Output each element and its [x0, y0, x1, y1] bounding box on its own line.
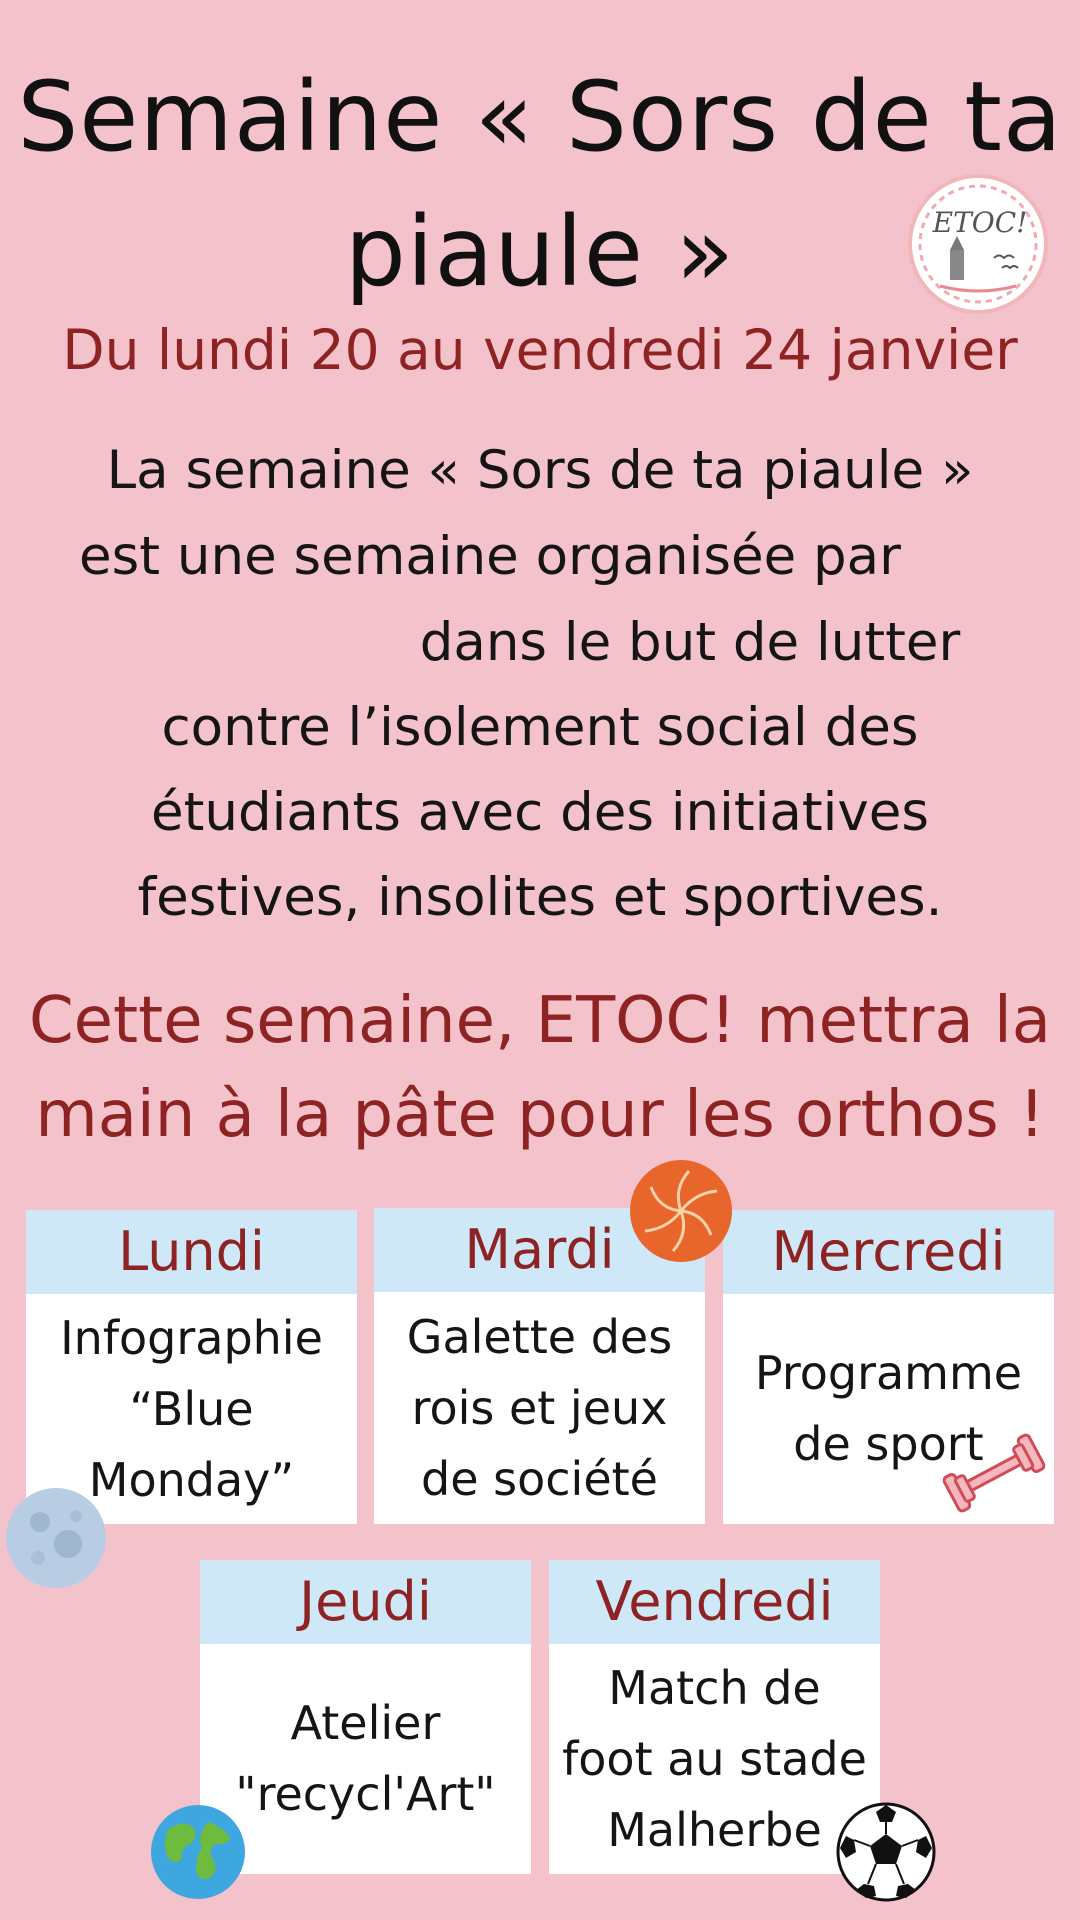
intro-line-6: festives, insolites et sportives.: [137, 867, 943, 928]
activity-line: “Blue: [129, 1381, 254, 1436]
day-label: Mardi: [374, 1208, 705, 1292]
day-activity: [549, 1644, 880, 1874]
day-activity: [200, 1644, 531, 1874]
day-card-vendredi: [549, 1560, 880, 1874]
etoc-logo-icon: [908, 174, 1048, 314]
headline-line-2: main à la pâte pour les orthos !: [35, 1078, 1045, 1152]
headline-line-1: Cette semaine, ETOC! mettra la: [28, 984, 1052, 1058]
day-card-lundi: [26, 1210, 357, 1524]
title-line-2: piaule »: [344, 196, 736, 308]
earth-icon: [150, 1804, 246, 1900]
activity-line: Galette des: [406, 1309, 673, 1364]
soccer-ball-icon: [836, 1802, 936, 1902]
activity-line: Infographie: [60, 1310, 323, 1365]
intro-line-5: étudiants avec des initiatives: [151, 782, 929, 843]
activity-line: rois et jeux: [411, 1380, 668, 1435]
activity-line: Atelier: [290, 1696, 441, 1750]
activity-line: "recycl'Art": [235, 1767, 496, 1821]
day-activity: [374, 1292, 705, 1524]
activity-line: Monday”: [88, 1452, 295, 1507]
day-label: Lundi: [26, 1210, 357, 1294]
day-label: Mercredi: [723, 1210, 1054, 1294]
basketball-icon: [628, 1158, 734, 1264]
activity-line: Malherbe: [607, 1802, 822, 1857]
activity-line: de société: [421, 1451, 658, 1506]
intro-line-2: est une semaine organisée par: [79, 526, 901, 587]
dates-subtitle: Du lundi 20 au vendredi 24 janvier: [62, 318, 1018, 382]
activity-line: de sport: [793, 1417, 984, 1471]
day-label: Jeudi: [200, 1560, 531, 1644]
moon-icon: [4, 1486, 108, 1590]
activity-line: foot au stade: [562, 1731, 867, 1786]
logo-text: ETOC!: [932, 206, 1028, 239]
dumbbell-icon: [938, 1432, 1050, 1514]
intro-line-1: La semaine « Sors de ta piaule »: [106, 440, 974, 501]
day-label: Vendredi: [549, 1560, 880, 1644]
intro-line-3: dans le but de lutter: [419, 612, 961, 673]
title-line-1: Semaine « Sors de ta: [17, 61, 1063, 173]
activity-line: Match de: [608, 1660, 821, 1715]
activity-line: Programme: [754, 1346, 1023, 1400]
day-card-jeudi: [200, 1560, 531, 1874]
intro-line-4: contre l’isolement social des: [161, 697, 919, 758]
